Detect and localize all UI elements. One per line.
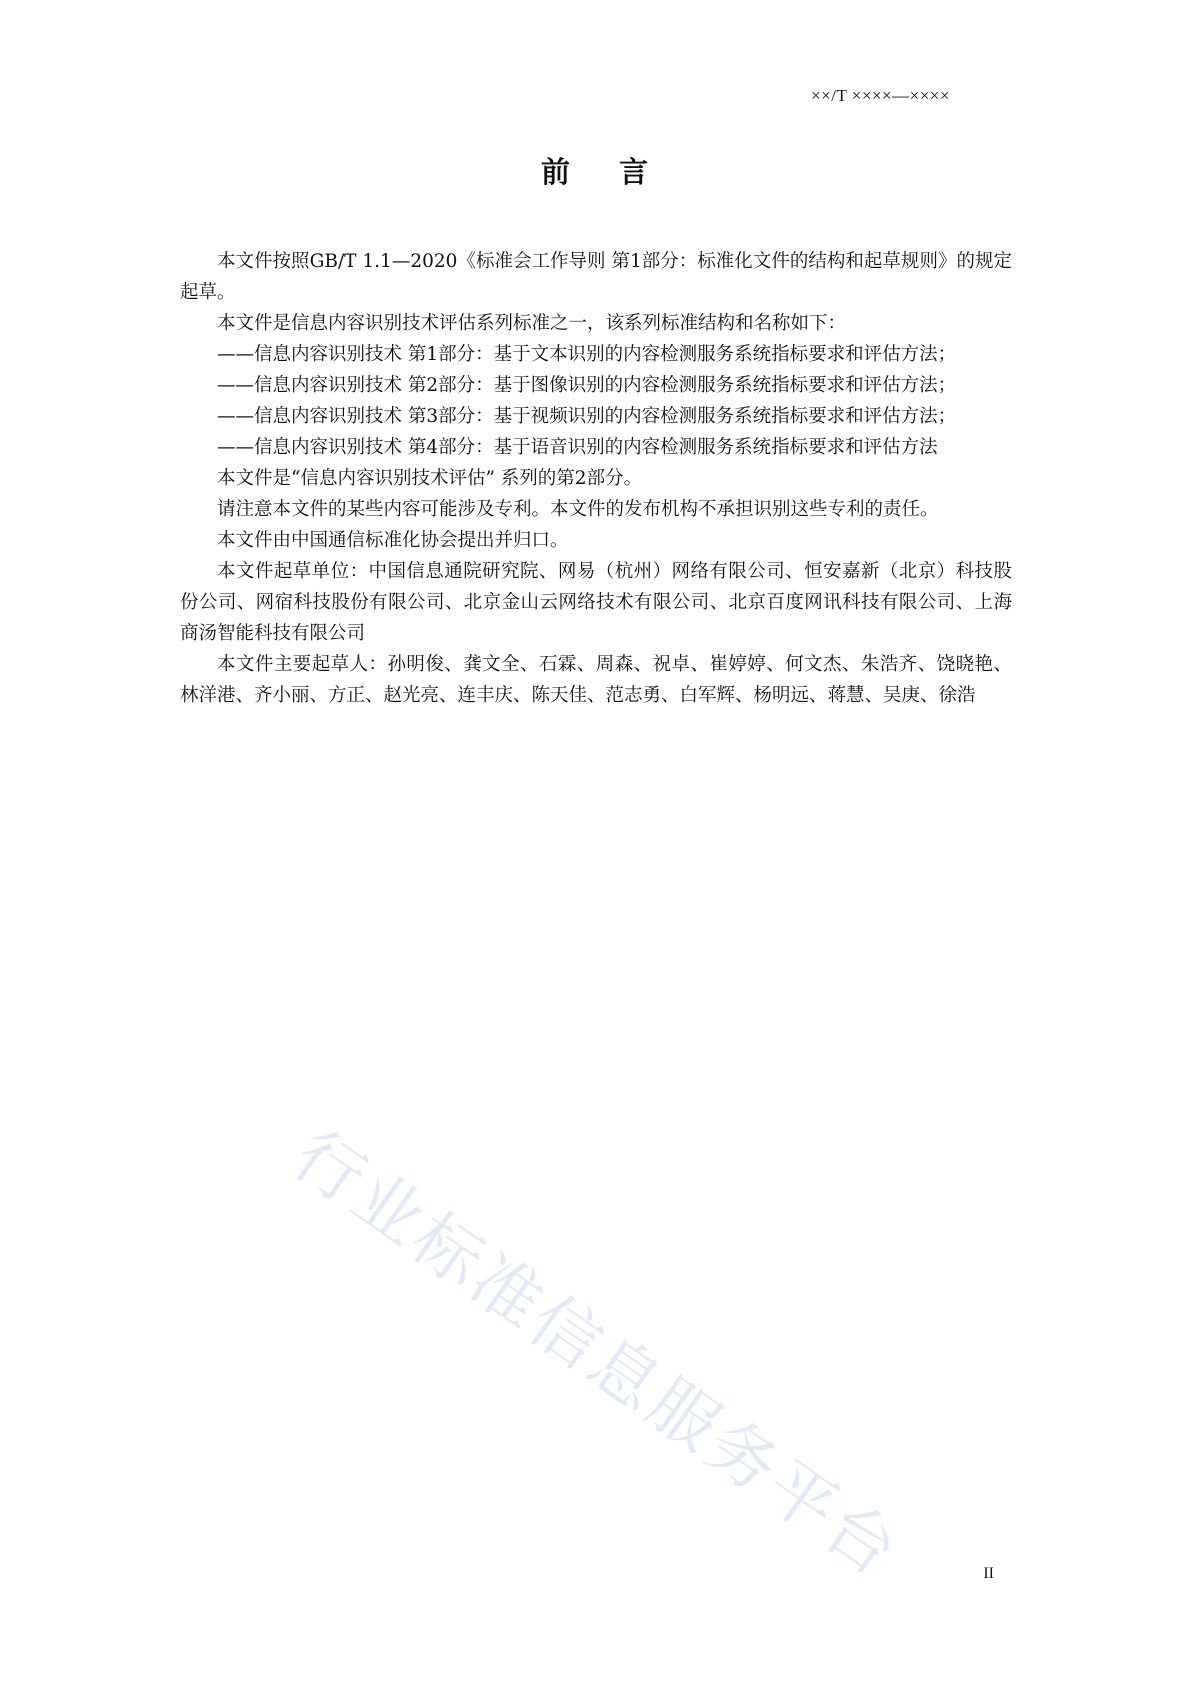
document-code: ××/T ××××—××××: [811, 86, 950, 105]
list-item-part-1: ——信息内容识别技术 第1部分：基于文本识别的内容检测服务系统指标要求和评估方法；: [217, 344, 957, 365]
paragraph-series-intro: 本文件是信息内容识别技术评估系列标准之一，该系列标准结构和名称如下：: [217, 313, 847, 334]
paragraph-drafters: 本文件主要起草人：孙明俊、龚文全、石霖、周森、祝卓、崔婷婷、何文杰、朱浩齐、饶晓艳、林洋港、齐小丽、方正、赵光亮、连丰庆、陈天佳、范志勇、白军辉、杨明远、蒋慧、吴庚、徐浩: [180, 654, 1012, 706]
list-item-part-2: ——信息内容识别技术 第2部分：基于图像识别的内容检测服务系统指标要求和评估方法；: [217, 375, 957, 396]
foreword-body: [180, 246, 1012, 711]
list-item-part-3: ——信息内容识别技术 第3部分：基于视频识别的内容检测服务系统指标要求和评估方法；: [217, 406, 957, 427]
paragraph-part-number: 本文件是“信息内容识别技术评估” 系列的第2部分。: [217, 468, 643, 489]
paragraph-drafting-rule: 本文件按照GB/T 1.1—2020《标准会工作导则 第1部分：标准化文件的结构和起草规则》的规定起草。: [180, 251, 1012, 303]
watermark: 行业标准信息服务平台: [278, 1116, 915, 1594]
page-number: II: [983, 1565, 994, 1582]
paragraph-proposer: 本文件由中国通信标准化协会提出并归口。: [217, 530, 569, 551]
title-char-2: 言: [619, 155, 650, 189]
paragraph-drafting-units: 本文件起草单位：中国信息通院研究院、网易（杭州）网络有限公司、恒安嘉新（北京）科技股份公司、网宿科技股份有限公司、北京金山云网络技术有限公司、北京百度网讯科技有限公司、上海商汤智能科技有限公司: [180, 561, 1012, 644]
page-title: [0, 150, 1190, 191]
list-item-part-4: ——信息内容识别技术 第4部分：基于语音识别的内容检测服务系统指标要求和评估方法: [217, 437, 938, 458]
paragraph-patent-notice: 请注意本文件的某些内容可能涉及专利。本文件的发布机构不承担识别这些专利的责任。: [217, 499, 939, 520]
title-char-1: 前: [540, 155, 571, 189]
